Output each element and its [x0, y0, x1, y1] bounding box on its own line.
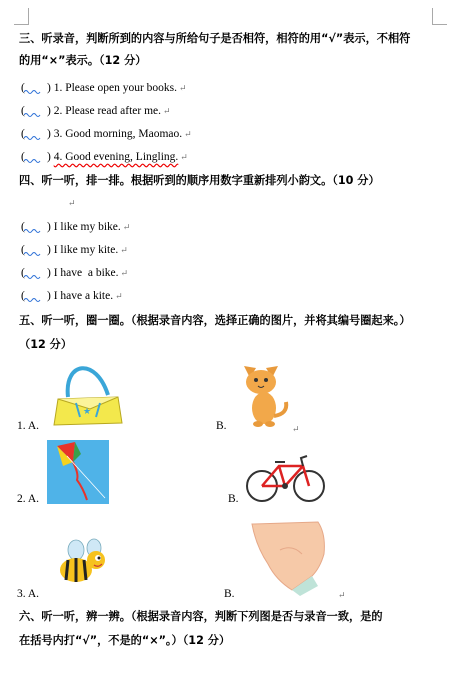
section5-heading-line2: （12 分）: [19, 338, 73, 351]
sentence-text: I have a bike.: [53, 267, 119, 279]
return-mark: ↵: [184, 129, 192, 139]
return-mark: ↵: [68, 198, 76, 208]
sentence-text: I like my bike.: [53, 221, 121, 233]
option-3b-label[interactable]: B.: [224, 588, 235, 600]
section6-heading-line2: 在括号内打“√”，不是的“×”。）（12 分）: [19, 634, 231, 647]
option-2b-label[interactable]: B.: [228, 493, 239, 505]
sentence-text: I have a kite.: [53, 290, 114, 302]
section4-item-3: ( ) I have a bike. ↵: [21, 267, 129, 279]
section4-heading: 四、听一听，排一排。根据听到的顺序用数字重新排列小韵文。（10 分）: [19, 174, 380, 187]
return-mark: ↵: [120, 268, 129, 278]
section4-item-2: ( ) I like my kite. ↵: [21, 244, 128, 256]
return-mark: ↵: [122, 222, 131, 232]
sentence-text: 2. Please read after me.: [53, 105, 161, 117]
option-3a-label[interactable]: 3. A.: [17, 588, 40, 600]
answer-blank[interactable]: (: [21, 126, 47, 142]
answer-blank[interactable]: (: [21, 80, 47, 96]
page-corner-mark-left: [14, 8, 29, 25]
option-2a-label[interactable]: 2. A.: [17, 493, 40, 505]
handbag-image[interactable]: [50, 357, 126, 429]
answer-blank[interactable]: (: [21, 219, 47, 235]
return-mark: ↵: [179, 83, 187, 93]
answer-blank[interactable]: (: [21, 288, 47, 304]
sentence-text: I like my kite.: [53, 244, 119, 256]
svg-text:★: ★: [83, 406, 92, 416]
bee-image[interactable]: [50, 538, 112, 588]
sentence-text: 1. Please open your books.: [53, 82, 178, 94]
sentence-text: 3. Good morning, Maomao.: [53, 128, 183, 140]
section3-heading-line1: 三、听录音，判断所到的内容与所给句子是否相符，相符的用“√”表示，不相符: [19, 32, 411, 45]
cat-image[interactable]: [236, 358, 292, 430]
return-mark: ↵: [292, 424, 300, 434]
answer-blank[interactable]: (: [21, 103, 47, 119]
page-corner-mark-right: [432, 8, 447, 25]
return-mark: ↵: [163, 106, 171, 116]
section4-item-4: ( ) I have a kite. ↵: [21, 290, 123, 302]
bicycle-image[interactable]: [245, 452, 327, 504]
sentence-text: 4. Good evening, Lingling.: [53, 151, 179, 163]
return-mark: ↵: [120, 245, 128, 255]
section3-item-1: ( ) 1. Please open your books. ↵: [21, 82, 187, 94]
option-1b-label[interactable]: B.: [216, 420, 227, 432]
return-mark: ↵: [338, 590, 346, 600]
answer-blank[interactable]: (: [21, 149, 47, 165]
kite-image[interactable]: [47, 440, 109, 504]
return-mark: ↵: [115, 291, 123, 301]
answer-blank[interactable]: (: [21, 265, 47, 281]
answer-blank[interactable]: (: [21, 242, 47, 258]
section6-heading-line1: 六、听一听，辨一辨。（根据录音内容，判断下列图是否与录音一致，是的: [19, 610, 383, 623]
section3-item-2: ( ) 2. Please read after me. ↵: [21, 105, 171, 117]
section4-item-1: ( ) I like my bike. ↵: [21, 221, 131, 233]
option-1a-label[interactable]: 1. A.: [17, 420, 40, 432]
section3-item-4: ( ) 4. Good evening, Lingling. ↵: [21, 151, 188, 163]
section5-heading-line1: 五、听一听，圈一圈。（根据录音内容，选择正确的图片，并将其编号圈起来。）: [19, 314, 411, 327]
knee-image[interactable]: [246, 520, 330, 596]
section3-item-3: ( ) 3. Good morning, Maomao. ↵: [21, 128, 192, 140]
section3-heading-line2: 的用“×”表示。（12 分）: [19, 54, 147, 67]
return-mark: ↵: [180, 152, 188, 162]
